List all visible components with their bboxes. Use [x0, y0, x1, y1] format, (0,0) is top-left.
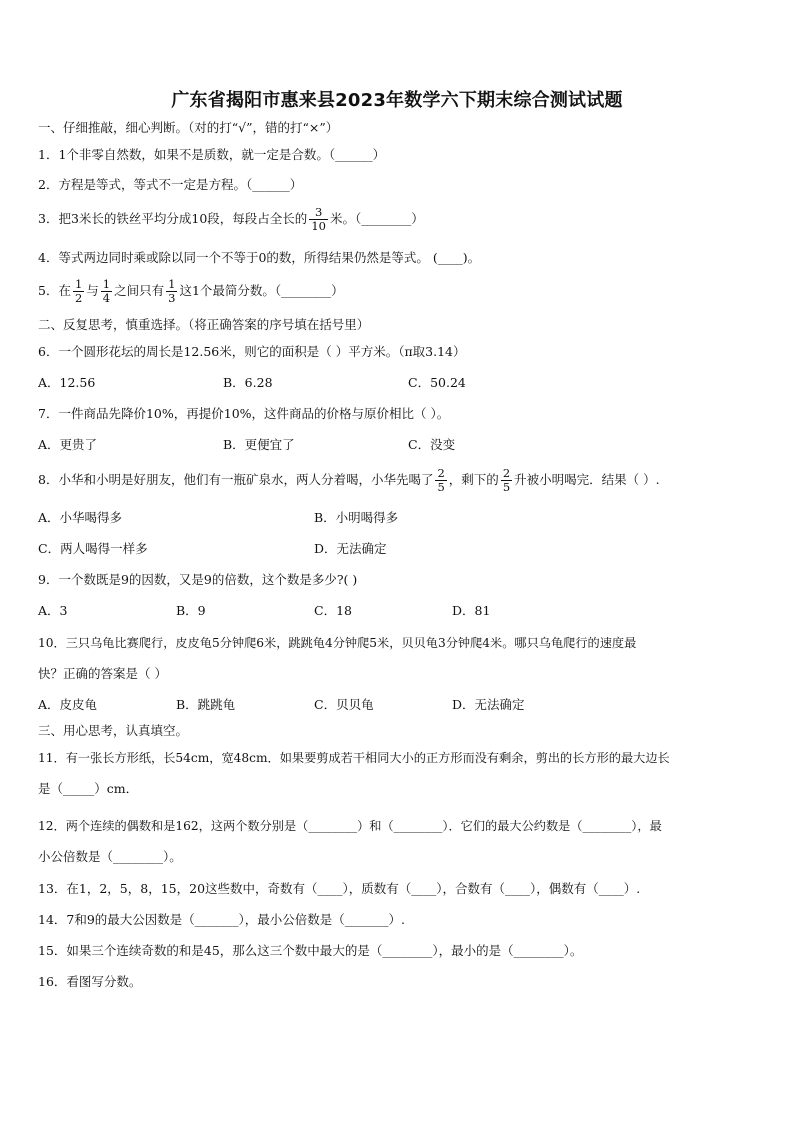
- question-8-option-d[interactable]: D．无法确定: [314, 541, 387, 556]
- question-10-line-1: 10．三只乌龟比赛爬行，皮皮龟5分钟爬6米，跳跳龟4分钟爬5米，贝贝龟3分钟爬4米。哪只乌龟爬行的速度最: [38, 636, 637, 650]
- question-9-option-c[interactable]: C．18: [314, 603, 352, 618]
- fraction-denominator: 3: [168, 291, 176, 305]
- question-8: [38, 464, 660, 496]
- section-2-heading: 二、反复思考，慎重选择。（将正确答案的序号填在括号里）: [38, 317, 370, 332]
- question-5-text-d: 这1个最简分数。（________）: [179, 283, 344, 298]
- fraction-1-4: [101, 278, 112, 305]
- question-6-option-b[interactable]: B．6.28: [223, 375, 273, 390]
- question-10-line-2: 快？正确的答案是（ ）: [38, 666, 167, 681]
- question-3-text-b: 米。（________）: [329, 211, 424, 226]
- question-16: 16．看图写分数。: [38, 974, 142, 989]
- fraction-numerator: 2: [502, 466, 511, 480]
- question-8-option-b[interactable]: B．小明喝得多: [314, 510, 399, 525]
- question-12-line-2: 小公倍数是（________）。: [38, 849, 182, 864]
- fraction-2-5: [435, 467, 446, 494]
- question-5: [38, 276, 344, 306]
- fraction-denominator: 2: [74, 291, 83, 305]
- question-8-option-c[interactable]: C．两人喝得一样多: [38, 541, 148, 556]
- section-1-heading: 一、仔细推敲，细心判断。（对的打“√”，错的打“×”）: [38, 120, 339, 135]
- fraction-1-2: [73, 278, 84, 305]
- question-9-option-d[interactable]: D．81: [452, 603, 491, 618]
- question-8-text-a: 8．小华和小明是好朋友，他们有一瓶矿泉水，两人分着喝，小华先喝了: [38, 472, 434, 487]
- question-10-option-d[interactable]: D．无法确定: [452, 697, 525, 712]
- fraction-numerator: 3: [314, 205, 323, 219]
- fraction-numerator: 1: [74, 277, 83, 291]
- question-8-text-c: 升被小明喝完．结果（ ）.: [514, 472, 660, 487]
- question-15: 15．如果三个连续奇数的和是45，那么这三个数中最大的是（________），最小的是（________）。: [38, 943, 583, 958]
- question-14: 14．7和9的最大公因数是（_______），最小公倍数是（_______）.: [38, 912, 406, 927]
- section-3-heading: 三、用心思考，认真填空。: [38, 723, 189, 738]
- fraction-numerator: 1: [168, 277, 176, 291]
- page-title: 广东省揭阳市惠来县2023年数学六下期末综合测试试题: [171, 90, 623, 111]
- question-9: 9．一个数既是9的因数，又是9的倍数，这个数是多少?( ): [38, 572, 358, 587]
- question-10-option-c[interactable]: C．贝贝龟: [314, 697, 374, 712]
- question-3-text-a: 3．把3米长的铁丝平均分成10段，每段占全长的: [38, 211, 308, 226]
- question-10-option-b[interactable]: B．跳跳龟: [176, 697, 236, 712]
- question-6: 6．一个圆形花坛的周长是12.56米，则它的面积是（ ）平方米。（π取3.14）: [38, 344, 466, 359]
- question-7-option-a[interactable]: A．更贵了: [38, 437, 98, 452]
- question-13: 13．在1，2，5，8，15，20这些数中，奇数有（____），质数有（____），合数有（____），偶数有（____）.: [38, 881, 641, 896]
- question-6-option-c[interactable]: C．50.24: [408, 375, 466, 390]
- question-10-option-a[interactable]: A．皮皮龟: [38, 697, 98, 712]
- fraction-1-3: [166, 278, 177, 305]
- question-5-text-a: 5．在: [38, 283, 71, 298]
- question-3: [38, 204, 424, 234]
- question-2: 2．方程是等式，等式不一定是方程。（______）: [38, 177, 303, 192]
- question-7-option-c[interactable]: C．没变: [408, 437, 456, 452]
- question-1: 1．1个非零自然数，如果不是质数，就一定是合数。（______）: [38, 147, 386, 162]
- question-5-text-b: 与: [86, 283, 99, 298]
- question-4: 4．等式两边同时乘或除以同一个不等于0的数，所得结果仍然是等式。 (____)。: [38, 250, 481, 265]
- fraction-denominator: 10: [311, 219, 326, 233]
- question-7-option-b[interactable]: B．更便宜了: [223, 437, 295, 452]
- question-6-option-a[interactable]: A．12.56: [38, 375, 96, 390]
- fraction-denominator: 4: [102, 291, 111, 305]
- question-9-option-b[interactable]: B．9: [176, 603, 206, 618]
- fraction-denominator: 5: [437, 480, 445, 494]
- question-9-option-a[interactable]: A．3: [38, 603, 68, 618]
- fraction-numerator: 1: [102, 277, 111, 291]
- fraction-numerator: 2: [437, 466, 445, 480]
- question-12-line-1: 12．两个连续的偶数和是162，这两个数分别是（________）和（________）．它们的最大公约数是（________），最: [38, 819, 662, 833]
- question-11-line-2: 是（_____）cm．: [38, 781, 139, 796]
- question-11-line-1: 11．有一张长方形纸，长54cm，宽48cm．如果要剪成若干相同大小的正方形而没有剩余，剪出的长方形的最大边长: [38, 751, 670, 765]
- question-5-text-c: 之间只有: [114, 283, 165, 298]
- fraction-denominator: 5: [502, 480, 511, 494]
- question-7: 7．一件商品先降价10%，再提价10%，这件商品的价格与原价相比（ ）。: [38, 406, 450, 421]
- fraction-2-5-second: [501, 467, 512, 494]
- question-8-option-a[interactable]: A．小华喝得多: [38, 510, 123, 525]
- fraction-3-10: [309, 206, 328, 233]
- question-8-text-b: ，剩下的: [448, 472, 499, 487]
